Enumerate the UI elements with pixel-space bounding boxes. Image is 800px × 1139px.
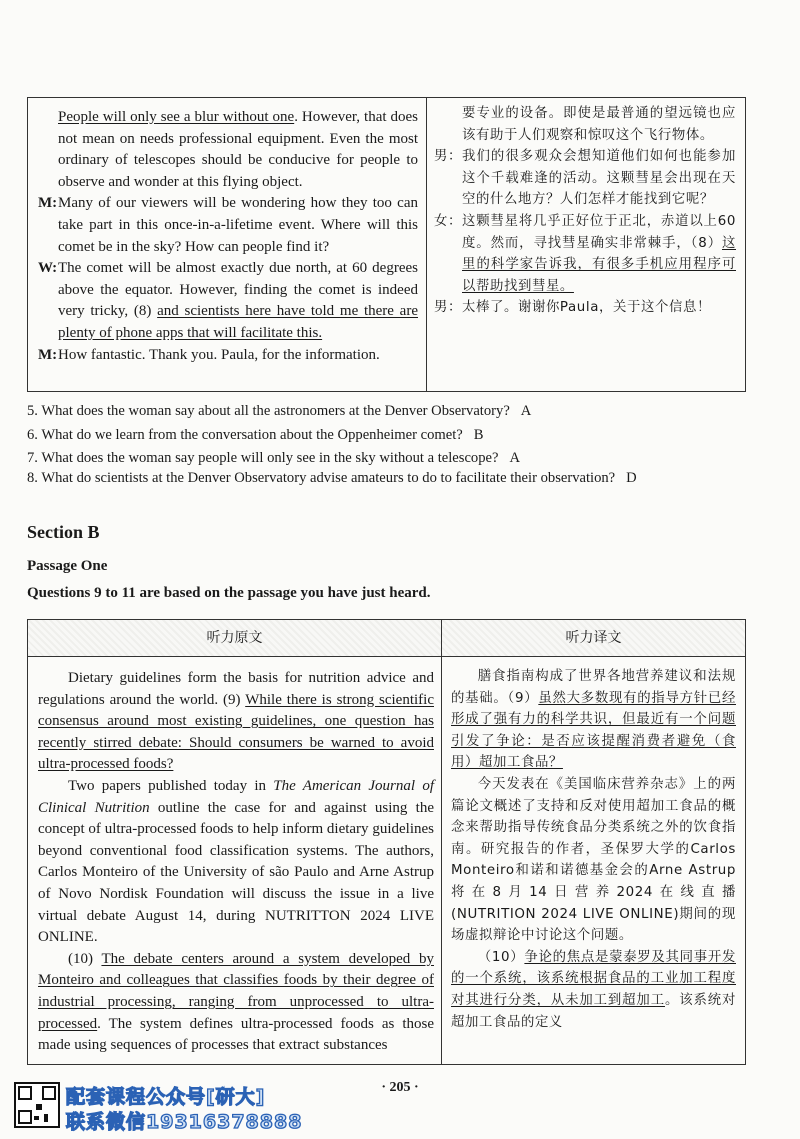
- dialogue-line: 女： 这颗彗星将几乎正好位于正北，赤道以上60度。然而，寻找彗星确实非常棘手，（8）这里的科学家告诉我，有很多手机应用程序可以帮助找到彗星。: [434, 211, 736, 297]
- watermark-line-1: 配套课程公众号[研大]: [66, 1086, 266, 1108]
- dialogue-line: 男： 太棒了。谢谢你Paula，关于这个信息！: [434, 297, 736, 319]
- chinese-passage-column: [451, 666, 736, 1064]
- passage-paragraph: (10) The debate centers around a system developed by Monteiro and colleagues that classifies foods by their degree of industrial processing, ranging from unprocessed to ultra-processed. The system defines ultra-processed foods as those made using sequences of processes that extract substances: [38, 950, 434, 1054]
- answer-letter: A: [520, 403, 532, 419]
- header-translation: 听力译文: [442, 620, 745, 657]
- table-divider: [441, 620, 442, 1064]
- speaker-label: 女：: [434, 213, 462, 229]
- chinese-translation-column: [434, 103, 736, 391]
- english-passage-column: [38, 668, 434, 1064]
- question-8: 8. What do scientists at the Denver Observatory advise amateurs to do to facilitate their observation? D: [27, 470, 637, 486]
- answer-letter: D: [626, 470, 637, 486]
- passage-paragraph: Two papers published today in The American Journal of Clinical Nutrition outline the case for and against using the concept of ultra-processed foods to help inform dietary guidelines beyond conventional food classification systems. The authors, Carlos Monteiro of the University of são Paulo and Arne Astrup of Novo Nordisk Foundation will discuss the issue in a live virtual debate August 14, during NUTRITTON 2024 LIVE ONLINE.: [38, 777, 434, 946]
- journal-title: The American Journal of Clinical Nutrition: [38, 777, 434, 816]
- question-7: 7. What does the woman say people will only see in the sky without a telescope? A: [27, 450, 520, 466]
- underlined-answer-10-zh: 争论的焦点是蒙泰罗及其同事开发的一个系统，该系统根据食品的工业加工程度对其进行分类，从未加工到超加工: [451, 949, 736, 1008]
- underlined-answer-9: While there is strong scientific consensus around most existing guidelines, one question has recently stirred debate: Should consumers be warned to avoid ultra-processed foods?: [38, 691, 434, 773]
- dialogue-line: W: The comet will be almost exactly due north, at 60 degrees above the equator. However, finding the comet is indeed very tricky, (8) and scientists here have told me there are plenty of phone apps that will facilitate this.: [38, 258, 418, 344]
- watermark-line-2: 联系微信19316378888: [66, 1111, 303, 1133]
- speaker-label: M:: [38, 346, 58, 363]
- dialogue-line: 要专业的设备。即使是最普通的望远镜也应该有助于人们观察和惊叹这个飞行物体。: [462, 106, 736, 143]
- passage-paragraph: Dietary guidelines form the basis for nutrition advice and regulations around the world. (9) While there is strong scientific consensus around most existing guidelines, one question has recently stirred debate: Should consumers be warned to avoid ultra-processed foods?: [38, 670, 434, 773]
- header-original: 听力原文: [28, 620, 441, 657]
- question-6: 6. What do we learn from the conversation about the Oppenheimer comet? B: [27, 427, 484, 443]
- dialogue-line: 男： 我们的很多观众会想知道他们如何也能参加这个千载难逢的活动。这颗彗星会出现在天空的什么地方？人们怎样才能找到它呢？: [434, 146, 736, 211]
- dialogue-table: [27, 97, 746, 392]
- passage-paragraph: 膳食指南构成了世界各地营养建议和法规的基础。（9）虽然大多数现有的指导方针已经形成了强有力的科学共识，但最近有一个问题引发了争论：是否应该提醒消费者避免（食用）超加工食品？: [451, 669, 736, 771]
- passage-table: [27, 619, 746, 1065]
- dialogue-line: People will only see a blur without one. However, that does not mean on needs professional equipment. Even the most ordinary of telescopes should be conducive for people to observe and wonder at this flying object.: [58, 109, 418, 190]
- underlined-answer-7: People will only see a blur without one: [58, 109, 295, 125]
- dialogue-text: How fantastic. Thank you. Paula, for the information.: [58, 346, 380, 363]
- qr-code-icon: [14, 1082, 60, 1128]
- questions-intro: Questions 9 to 11 are based on the passage you have just heard.: [27, 585, 431, 601]
- page-number: · 205 ·: [381, 1080, 419, 1095]
- speaker-label: 男：: [434, 149, 462, 165]
- dialogue-line: [38, 345, 418, 367]
- passage-paragraph: 今天发表在《美国临床营养杂志》上的两篇论文概述了支持和反对使用超加工食品的概念来帮助指导传统食品分类系统之外的饮食指南。研究报告的作者，圣保罗大学的Carlos Monteiro和诺和诺德基金会的Arne Astrup将在8月14日营养2024在线直播(NUTRITION 2024 LIVE ONLINE)期间的现场虚拟辩论中讨论这个问题。: [451, 776, 736, 944]
- passage-paragraph: （10）争论的焦点是蒙泰罗及其同事开发的一个系统，该系统根据食品的工业加工程度对其进行分类，从未加工到超加工。该系统对超加工食品的定义: [451, 949, 737, 1030]
- english-transcript-column: [38, 107, 418, 391]
- dialogue-text: Many of our viewers will be wondering how they too can take part in this once-in-a-lifetime event. Where will this comet be in the sky? How can people find it?: [58, 195, 418, 255]
- answer-letter: B: [473, 427, 484, 443]
- answer-letter: A: [509, 450, 520, 466]
- underlined-answer-8: and scientists here have told me there are plenty of phone apps that will facilitate this.: [58, 303, 418, 341]
- speaker-label: W:: [38, 260, 58, 277]
- section-title: Section B: [27, 522, 100, 542]
- underlined-answer-9-zh: 虽然大多数现有的指导方针已经形成了强有力的科学共识，但最近有一个问题引发了争论：是否应该提醒消费者避免（食用）超加工食品？: [451, 690, 736, 771]
- table-divider: [426, 98, 427, 391]
- question-5: 5. What does the woman say about all the astronomers at the Denver Observatory? A: [27, 403, 532, 419]
- speaker-label: 男：: [434, 300, 462, 316]
- underlined-answer-8-zh: 这里的科学家告诉我，有很多手机应用程序可以帮助找到彗星。: [462, 235, 736, 294]
- dialogue-line: [38, 193, 418, 258]
- passage-title: Passage One: [27, 558, 108, 574]
- speaker-label: M:: [38, 195, 58, 212]
- underlined-answer-10: The debate centers around a system developed by Monteiro and colleagues that classifies foods by their degree of industrial processing, ranging from unprocessed to ultra-processed: [38, 950, 434, 1032]
